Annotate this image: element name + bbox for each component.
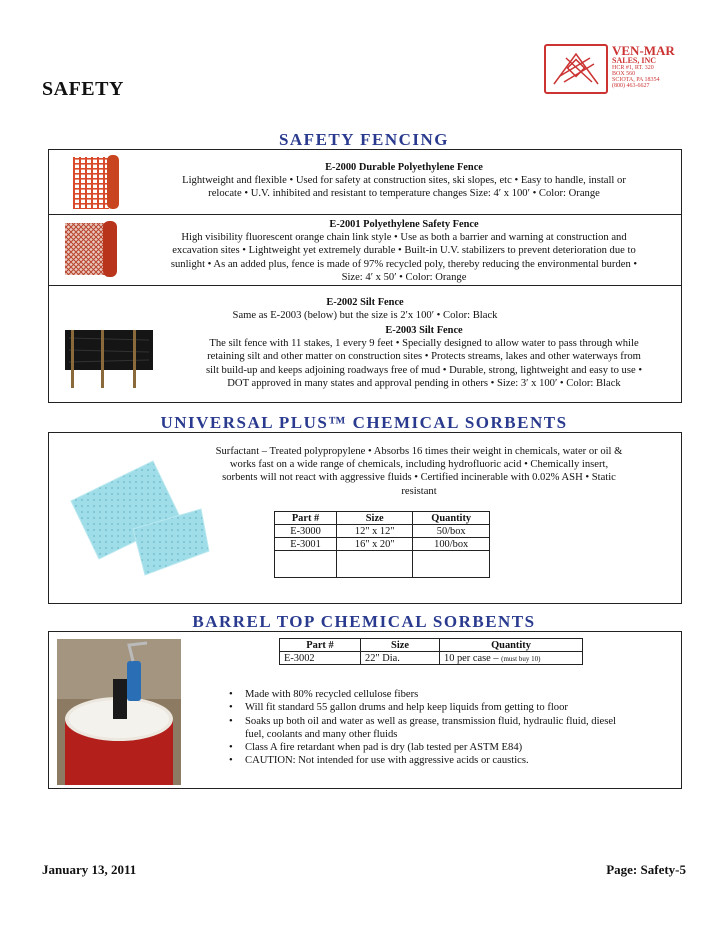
table-row — [275, 525, 490, 538]
fence-orange-image — [67, 153, 123, 211]
product-title: E-2003 Silt Fence — [385, 325, 463, 336]
bullet-item: • CAUTION: Not intended for use with aggressive acids or caustics. — [229, 754, 616, 767]
fence-e2001-desc — [129, 218, 679, 284]
footer-date: January 13, 2011 — [42, 862, 137, 877]
table-cell: E-3001 — [275, 538, 337, 551]
table-cell — [440, 652, 583, 665]
fence-e2003-desc — [169, 324, 679, 390]
desc-line: The silt fence with 11 stakes, 1 every 9 feet • Specially designed to allow water to pass through while — [209, 338, 639, 350]
universal-table — [274, 511, 490, 578]
logo-addr2: BOX 560 — [612, 71, 636, 77]
page-title: SAFETY — [42, 78, 124, 100]
qty-note: (must buy 10) — [501, 654, 541, 663]
table-header: Size — [337, 512, 413, 525]
table-cell: 100/box — [413, 538, 490, 551]
section-heading-barrel: BARREL TOP CHEMICAL SORBENTS — [192, 612, 536, 631]
product-title: E-2001 Polyethylene Safety Fence — [329, 219, 479, 230]
desc-line: Same as E-2003 (below) but the size is 2′x 100′ • Color: Black — [232, 310, 498, 322]
desc-line: Lightweight and flexible • Used for safety at construction sites, ski slopes, etc • Easy to handle, install or — [182, 175, 626, 187]
desc-line: Size: 4′ x 50′ • Color: Orange — [341, 271, 467, 283]
desc-line: resistant — [401, 485, 437, 497]
fencing-frame — [48, 149, 682, 403]
product-title: E-2002 Silt Fence — [326, 297, 404, 308]
divider — [49, 285, 681, 286]
table-cell — [337, 551, 413, 578]
table-header: Part # — [275, 512, 337, 525]
fence-chain-image — [61, 217, 123, 279]
silt-fence-image — [61, 326, 157, 390]
bullet-item: • Made with 80% recycled cellulose fibers — [229, 688, 616, 701]
product-title: E-2000 Durable Polyethylene Fence — [325, 162, 483, 173]
desc-line: excavation sites • Lightweight yet extremely durable • Built-in U.V. stabilizers to prevent deterioration due to — [172, 245, 636, 257]
table-header: Size — [361, 639, 440, 652]
table-cell: 12" x 12" — [337, 525, 413, 538]
qty-text: 10 per case – — [444, 652, 499, 664]
table-row — [275, 538, 490, 551]
desc-line: retaining silt and other matter on construction sites • Protects streams, lakes and other waterways from — [207, 351, 641, 363]
logo-name: VEN-MAR — [612, 43, 675, 58]
table-cell: 22" Dia. — [361, 652, 440, 665]
bullet-continuation: fuel, coolants and many other fluids — [245, 728, 398, 740]
divider — [49, 214, 681, 215]
universal-frame — [48, 432, 682, 604]
logo-addr3: SCIOTA, PA 18354 — [612, 77, 660, 83]
table-cell — [275, 551, 337, 578]
company-logo — [544, 44, 692, 96]
logo-addr1: HCR #1, RT. 320 — [612, 65, 654, 71]
table-row — [280, 652, 583, 665]
desc-line: Surfactant – Treated polypropylene • Absorbs 16 times their weight in chemicals, water or oil & — [215, 446, 623, 457]
desc-line: relocate • U.V. inhibited and resistant to temperature changes Size: 4′ x 100′ • Color: Orange — [208, 188, 600, 200]
bullet-item: • Will fit standard 55 gallon drums and help keep liquids from getting to floor — [229, 701, 616, 714]
logo-emblem — [544, 44, 608, 94]
section-heading-universal: UNIVERSAL PLUS™ CHEMICAL SORBENTS — [160, 413, 568, 432]
footer-page: Page: Safety-5 — [606, 862, 686, 877]
table-cell — [413, 551, 490, 578]
table-row-empty — [275, 551, 490, 578]
fence-e2000-desc — [129, 161, 679, 201]
logo-phone: (800) 463-6627 — [612, 83, 650, 89]
barrel-frame — [48, 631, 682, 789]
table-cell: E-3002 — [280, 652, 361, 665]
table-header-row — [280, 639, 583, 652]
logo-text — [612, 44, 675, 89]
table-cell: E-3000 — [275, 525, 337, 538]
desc-line: works fast on a wide range of chemicals, including hydrofluoric acid • Chemically insert, — [229, 459, 609, 471]
universal-desc — [189, 445, 649, 498]
table-header: Quantity — [413, 512, 490, 525]
table-header: Quantity — [440, 639, 583, 652]
logo-sub: SALES, INC — [612, 56, 657, 65]
table-header: Part # — [280, 639, 361, 652]
desc-line: sunlight • As an added plus, fence is made of 97% recycled poly, thereby reducing the environmental burden • — [170, 258, 638, 270]
bullet-item: • Class A fire retardant when pad is dry (lab tested per ASTM E84) — [229, 741, 616, 754]
bullet-item: • Soaks up both oil and water as well as grease, transmission fluid, hydraulic fluid, diesel — [229, 715, 616, 728]
desc-line: DOT approved in many states and approval pending in others • Size: 3′ x 100′ • Color: Black — [227, 377, 621, 389]
desc-line: High visibility fluorescent orange chain link style • Use as both a barrier and warning at construction and — [181, 232, 627, 244]
desc-line: sorbents will not react with aggressive fluids • Certified incinerable with 0.02% ASH • Static — [222, 472, 616, 484]
barrel-table — [279, 638, 583, 665]
section-heading-fencing: SAFETY FENCING — [278, 130, 450, 149]
barrel-bullets — [229, 688, 616, 768]
table-cell: 50/box — [413, 525, 490, 538]
desc-line: silt build-up and keeps adjoining roadways free of mud • Durable, strong, lightweight and easy to use • — [205, 364, 643, 376]
table-cell: 16" x 20" — [337, 538, 413, 551]
barrel-image — [57, 639, 181, 785]
table-header-row — [275, 512, 490, 525]
fence-e2002-desc — [49, 296, 681, 322]
